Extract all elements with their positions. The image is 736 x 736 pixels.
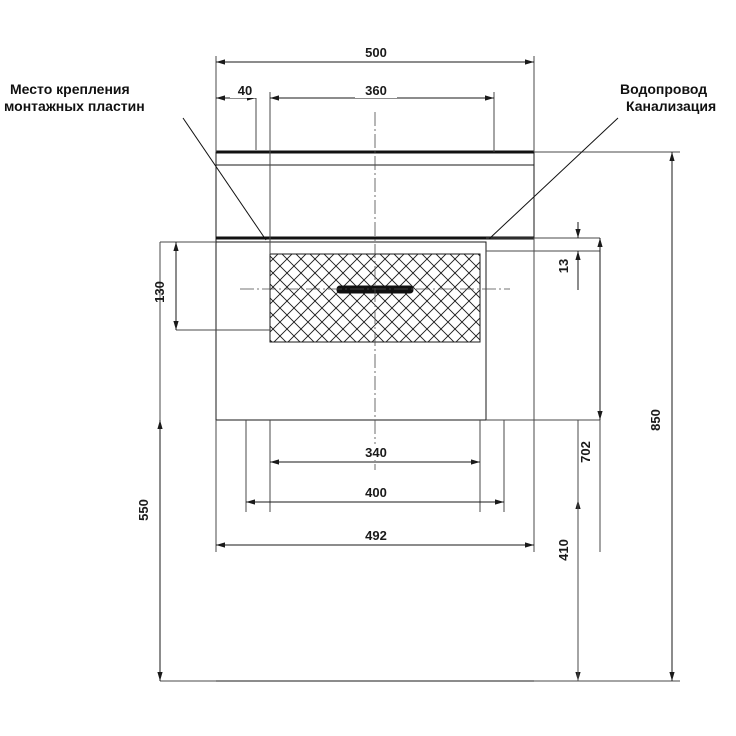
annotation-mount-plates-line2: монтажных пластин	[4, 98, 145, 114]
dim-label-400: 400	[365, 485, 387, 500]
dim-label-360: 360	[365, 83, 387, 98]
dim-label-13: 13	[556, 258, 571, 274]
dim-label-550: 550	[136, 499, 151, 521]
dim-label-130: 130	[152, 281, 167, 303]
dim-label-40: 40	[237, 83, 253, 98]
leader-lines	[183, 118, 618, 240]
leader-plumbing	[489, 118, 618, 239]
annotation-plumbing-line1: Водопровод	[620, 81, 708, 97]
dim-label-500: 500	[365, 45, 387, 60]
cabinet-geometry	[160, 112, 534, 681]
dim-label-702: 702	[578, 441, 593, 463]
dim-label-340: 340	[365, 445, 387, 460]
dim-label-850: 850	[648, 409, 663, 431]
annotation-plumbing-line2: Канализация	[626, 98, 717, 114]
dim-label-492: 492	[365, 528, 387, 543]
leader-mount-plates	[183, 118, 266, 240]
annotation-mount-plates-line1: Место крепления	[10, 81, 130, 97]
dim-label-410: 410	[556, 539, 571, 561]
